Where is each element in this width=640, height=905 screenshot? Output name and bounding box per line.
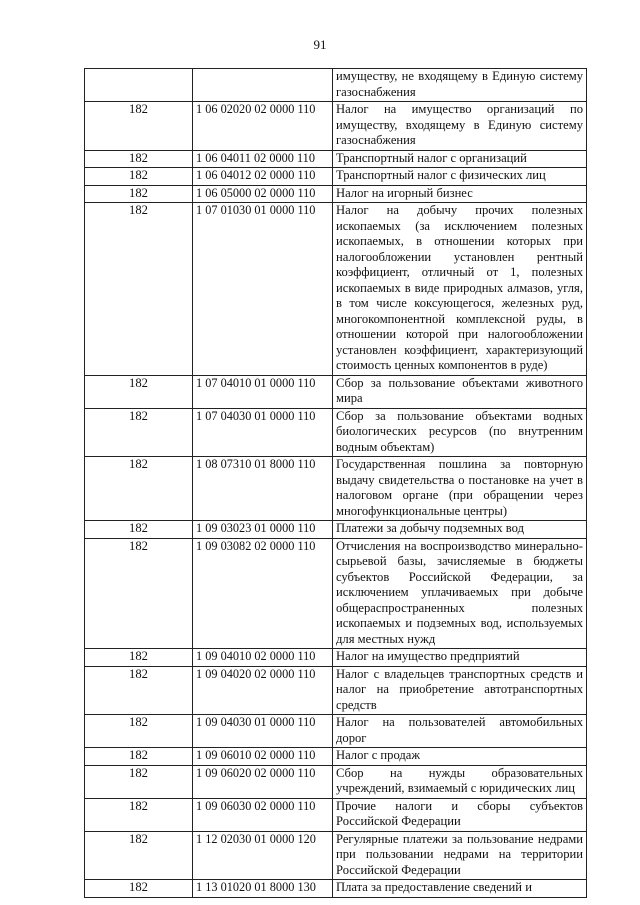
budget-classification-code-cell: 1 07 04010 01 0000 110 — [193, 375, 333, 408]
table-row — [85, 521, 587, 539]
admin-code-cell: 182 — [85, 649, 193, 667]
table-row — [85, 408, 587, 457]
budget-classification-code-cell: 1 09 03023 01 0000 110 — [193, 521, 333, 539]
revenue-name-cell: Платежи за добычу подземных вод — [333, 521, 587, 539]
table-row — [85, 375, 587, 408]
admin-code-cell: 182 — [85, 538, 193, 649]
revenue-name-cell: Отчисления на воспроизводство минерально-сырьевой базы, зачисляемые в бюджеты субъектов Российской Федерации, за исключением уплачиваемых при добыче общераспространенных полезных ископаемых и подземных вод, используемых для местных нужд — [333, 538, 587, 649]
admin-code-cell: 182 — [85, 102, 193, 151]
admin-code-cell: 182 — [85, 880, 193, 898]
revenue-name-cell: имуществу, не входящему в Единую систему газоснабжения — [333, 69, 587, 102]
budget-classification-code-cell: 1 09 04030 01 0000 110 — [193, 715, 333, 748]
budget-classification-code-cell — [193, 69, 333, 102]
budget-classification-code-cell: 1 07 04030 01 0000 110 — [193, 408, 333, 457]
revenue-name-cell: Регулярные платежи за пользование недрами при пользовании недрами на территории Российской Федерации — [333, 831, 587, 880]
revenue-name-cell: Прочие налоги и сборы субъектов Российской Федерации — [333, 798, 587, 831]
budget-classification-code-cell: 1 06 04012 02 0000 110 — [193, 168, 333, 186]
revenue-name-cell: Налог с продаж — [333, 748, 587, 766]
revenue-name-cell: Плата за предоставление сведений и — [333, 880, 587, 898]
revenue-name-cell: Транспортный налог с физических лиц — [333, 168, 587, 186]
revenue-name-cell: Налог на игорный бизнес — [333, 185, 587, 203]
revenue-name-cell: Сбор за пользование объектами водных биологических ресурсов (по внутренним водным объектам) — [333, 408, 587, 457]
budget-classification-code-cell: 1 06 02020 02 0000 110 — [193, 102, 333, 151]
revenue-name-cell: Транспортный налог с организаций — [333, 150, 587, 168]
admin-code-cell: 182 — [85, 666, 193, 715]
budget-classification-code-cell: 1 09 04020 02 0000 110 — [193, 666, 333, 715]
table-row — [85, 185, 587, 203]
admin-code-cell: 182 — [85, 457, 193, 521]
table-row — [85, 765, 587, 798]
table-row — [85, 538, 587, 649]
revenue-name-cell: Налог на добычу прочих полезных ископаемых (за исключением полезных ископаемых, в отношении которых при налогообложении установлен рентный коэффициент, отличный от 1, полезных ископаемых в виде природных алмазов, угля, в том числе коксующегося, железных руд, многокомпонентной комплексной руды, в отношении которой при налогообложении установлен коэффициент, характеризующий стоимость ценных компонентов в руде) — [333, 203, 587, 376]
table-row — [85, 880, 587, 898]
table-row — [85, 168, 587, 186]
admin-code-cell: 182 — [85, 375, 193, 408]
admin-code-cell: 182 — [85, 748, 193, 766]
table-body — [85, 69, 587, 898]
table-row — [85, 831, 587, 880]
budget-classification-code-cell: 1 06 05000 02 0000 110 — [193, 185, 333, 203]
table-row — [85, 203, 587, 376]
table-row — [85, 715, 587, 748]
budget-classification-code-cell: 1 07 01030 01 0000 110 — [193, 203, 333, 376]
table-row — [85, 150, 587, 168]
table-row — [85, 457, 587, 521]
revenue-name-cell: Налог на пользователей автомобильных дорог — [333, 715, 587, 748]
revenue-name-cell: Государственная пошлина за повторную выдачу свидетельства о постановке на учет в налоговом органе (при обращении через многофункциональные центры) — [333, 457, 587, 521]
table-row — [85, 748, 587, 766]
admin-code-cell: 182 — [85, 798, 193, 831]
revenue-name-cell: Сбор за пользование объектами животного мира — [333, 375, 587, 408]
table-row — [85, 69, 587, 102]
table-row — [85, 649, 587, 667]
revenue-name-cell: Сбор на нужды образовательных учреждений, взимаемый с юридических лиц — [333, 765, 587, 798]
revenue-name-cell: Налог на имущество предприятий — [333, 649, 587, 667]
table-row — [85, 798, 587, 831]
admin-code-cell: 182 — [85, 715, 193, 748]
admin-code-cell — [85, 69, 193, 102]
revenue-name-cell: Налог с владельцев транспортных средств и налог на приобретение автотранспортных средств — [333, 666, 587, 715]
budget-classification-code-cell: 1 08 07310 01 8000 110 — [193, 457, 333, 521]
budget-classification-code-cell: 1 09 03082 02 0000 110 — [193, 538, 333, 649]
table-row — [85, 666, 587, 715]
budget-classification-code-cell: 1 06 04011 02 0000 110 — [193, 150, 333, 168]
budget-classification-code-cell: 1 09 06030 02 0000 110 — [193, 798, 333, 831]
budget-classification-code-cell: 1 09 06010 02 0000 110 — [193, 748, 333, 766]
admin-code-cell: 182 — [85, 185, 193, 203]
admin-code-cell: 182 — [85, 765, 193, 798]
admin-code-cell: 182 — [85, 831, 193, 880]
admin-code-cell: 182 — [85, 521, 193, 539]
budget-classification-code-cell: 1 09 04010 02 0000 110 — [193, 649, 333, 667]
revenue-codes-table — [84, 68, 587, 898]
table-row — [85, 102, 587, 151]
admin-code-cell: 182 — [85, 203, 193, 376]
admin-code-cell: 182 — [85, 150, 193, 168]
revenue-name-cell: Налог на имущество организаций по имуществу, входящему в Единую систему газоснабжения — [333, 102, 587, 151]
page-number: 91 — [313, 37, 327, 52]
budget-classification-code-cell: 1 13 01020 01 8000 130 — [193, 880, 333, 898]
budget-classification-code-cell: 1 12 02030 01 0000 120 — [193, 831, 333, 880]
budget-classification-code-cell: 1 09 06020 02 0000 110 — [193, 765, 333, 798]
admin-code-cell: 182 — [85, 168, 193, 186]
admin-code-cell: 182 — [85, 408, 193, 457]
